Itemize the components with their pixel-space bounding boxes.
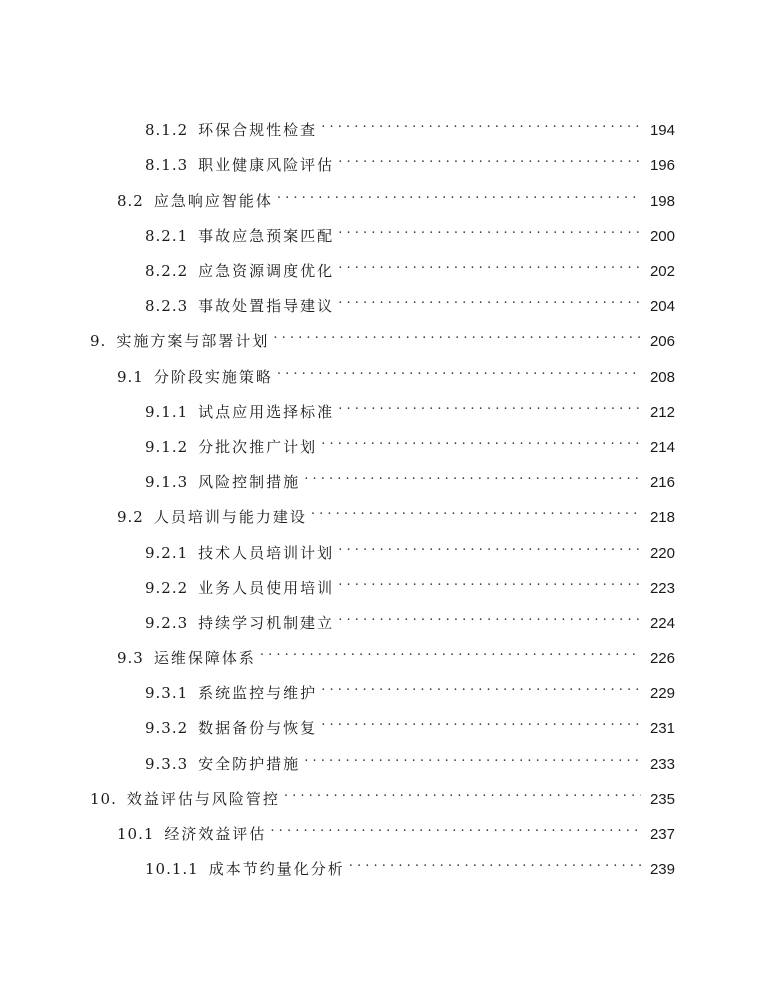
toc-dot-leader: [338, 571, 641, 593]
toc-dot-leader: [321, 711, 641, 733]
toc-entry-page: 220: [649, 545, 675, 562]
toc-entry-title: 风险控制措施: [198, 473, 301, 491]
toc-dot-leader: [304, 747, 641, 769]
toc-entry[interactable]: [145, 395, 675, 421]
toc-entry-number: 9.2.1: [145, 544, 189, 562]
toc-entry-title: 系统监控与维护: [198, 684, 318, 702]
toc-entry-number: 9.2.3: [145, 614, 189, 632]
toc-entry[interactable]: [145, 465, 675, 491]
toc-entry-number: 9.1.1: [145, 403, 189, 421]
toc-entry-number: 8.1.2: [145, 121, 189, 139]
toc-entry-page: 208: [649, 369, 675, 386]
toc-dot-leader: [311, 500, 641, 522]
toc-entry-number: 9.3.1: [145, 684, 189, 702]
toc-entry-page: 231: [649, 720, 675, 737]
toc-entry-page: 212: [649, 404, 675, 421]
toc-dot-leader: [321, 430, 641, 452]
toc-entry[interactable]: [117, 641, 675, 667]
toc-entry-title: 数据备份与恢复: [198, 719, 318, 737]
toc-dot-leader: [338, 606, 641, 628]
toc-entry-number: 9.3.2: [145, 719, 189, 737]
toc-entry-title: 分批次推广计划: [198, 438, 318, 456]
toc-dot-leader: [273, 324, 641, 346]
toc-entry[interactable]: [117, 817, 675, 843]
toc-entry[interactable]: [145, 289, 675, 315]
toc-entry-page: 200: [649, 228, 675, 245]
toc-entry-title: 效益评估与风险管控: [126, 790, 280, 808]
toc-dot-leader: [321, 113, 641, 135]
toc-entry-title: 应急资源调度优化: [198, 262, 335, 280]
toc-entry-number: 9.1.2: [145, 438, 189, 456]
toc-entry-title: 运维保障体系: [153, 649, 256, 667]
toc-entry-title: 成本节约量化分析: [208, 860, 345, 878]
toc-entry-page: 226: [649, 650, 675, 667]
toc-dot-leader: [338, 254, 641, 276]
toc-dot-leader: [304, 465, 641, 487]
toc-dot-leader: [338, 536, 641, 558]
toc-entry-title: 试点应用选择标准: [198, 403, 335, 421]
toc-entry-title: 分阶段实施策略: [153, 368, 273, 386]
toc-entry[interactable]: [117, 184, 675, 210]
toc-dot-leader: [270, 817, 641, 839]
toc-dot-leader: [260, 641, 641, 663]
toc-entry-number: 9.3: [117, 649, 144, 667]
toc-entry-page: 218: [649, 509, 675, 526]
toc-entry-page: 237: [649, 826, 675, 843]
toc-dot-leader: [338, 219, 641, 241]
toc-entry[interactable]: [145, 219, 675, 245]
toc-entry-title: 环保合规性检查: [198, 121, 318, 139]
toc-dot-leader: [338, 289, 641, 311]
toc-dot-leader: [338, 148, 641, 170]
toc-entry[interactable]: [145, 430, 675, 456]
toc-entry-page: 229: [649, 685, 675, 702]
toc-dot-leader: [338, 395, 641, 417]
toc-entry[interactable]: [145, 606, 675, 632]
toc-entry-page: 194: [649, 122, 675, 139]
toc-dot-leader: [277, 184, 641, 206]
toc-entry-number: 8.2.2: [145, 262, 189, 280]
toc-entry-number: 10.1: [117, 825, 155, 843]
toc-entry-title: 安全防护措施: [198, 755, 301, 773]
toc-entry-number: 9.1.3: [145, 473, 189, 491]
toc-entry-number: 9.: [90, 332, 107, 350]
toc-entry-page: 224: [649, 615, 675, 632]
toc-entry-number: 8.2.3: [145, 297, 189, 315]
toc-entry[interactable]: [145, 571, 675, 597]
toc-entry-page: 223: [649, 580, 675, 597]
toc-entry[interactable]: [145, 747, 675, 773]
toc-entry-number: 9.3.3: [145, 755, 189, 773]
toc-entry-number: 10.1.1: [145, 860, 199, 878]
toc-entry-title: 事故处置指导建议: [198, 297, 335, 315]
toc-dot-leader: [349, 852, 641, 874]
toc-dot-leader: [321, 676, 641, 698]
toc-entry[interactable]: [145, 113, 675, 139]
toc-entry-page: 235: [649, 791, 675, 808]
toc-entry-number: 8.2: [117, 192, 144, 210]
toc-entry-title: 经济效益评估: [164, 825, 267, 843]
toc-entry-title: 事故应急预案匹配: [198, 227, 335, 245]
toc-entry[interactable]: [117, 360, 675, 386]
toc-entry-title: 技术人员培训计划: [198, 544, 335, 562]
toc-entry-page: 204: [649, 298, 675, 315]
toc-entry-title: 应急响应智能体: [153, 192, 273, 210]
toc-entry-page: 216: [649, 474, 675, 491]
toc-entry[interactable]: [90, 324, 675, 350]
toc-entry[interactable]: [90, 782, 675, 808]
toc-entry[interactable]: [145, 852, 675, 878]
toc-entry-title: 持续学习机制建立: [198, 614, 335, 632]
toc-entry-number: 9.2.2: [145, 579, 189, 597]
toc-entry-number: 9.2: [117, 508, 144, 526]
toc-entry-page: 202: [649, 263, 675, 280]
toc-entry-page: 239: [649, 861, 675, 878]
toc-entry[interactable]: [145, 711, 675, 737]
toc-entry-number: 10.: [90, 790, 117, 808]
toc-entry-page: 233: [649, 756, 675, 773]
toc-entry-title: 职业健康风险评估: [198, 156, 335, 174]
toc-entry[interactable]: [117, 500, 675, 526]
toc-entry-title: 人员培训与能力建设: [153, 508, 307, 526]
toc-entry-title: 业务人员使用培训: [198, 579, 335, 597]
toc-entry[interactable]: [145, 536, 675, 562]
toc-entry[interactable]: [145, 148, 675, 174]
toc-entry-number: 9.1: [117, 368, 144, 386]
toc-entry-title: 实施方案与部署计划: [116, 332, 270, 350]
toc-entry-page: 198: [649, 193, 675, 210]
toc-entry-number: 8.2.1: [145, 227, 189, 245]
toc-entry-page: 214: [649, 439, 675, 456]
toc-entry[interactable]: [145, 676, 675, 702]
toc-dot-leader: [277, 360, 641, 382]
toc-entry-page: 206: [649, 333, 675, 350]
toc-entry-page: 196: [649, 157, 675, 174]
toc-entry[interactable]: [145, 254, 675, 280]
toc-dot-leader: [284, 782, 641, 804]
toc-entry-number: 8.1.3: [145, 156, 189, 174]
